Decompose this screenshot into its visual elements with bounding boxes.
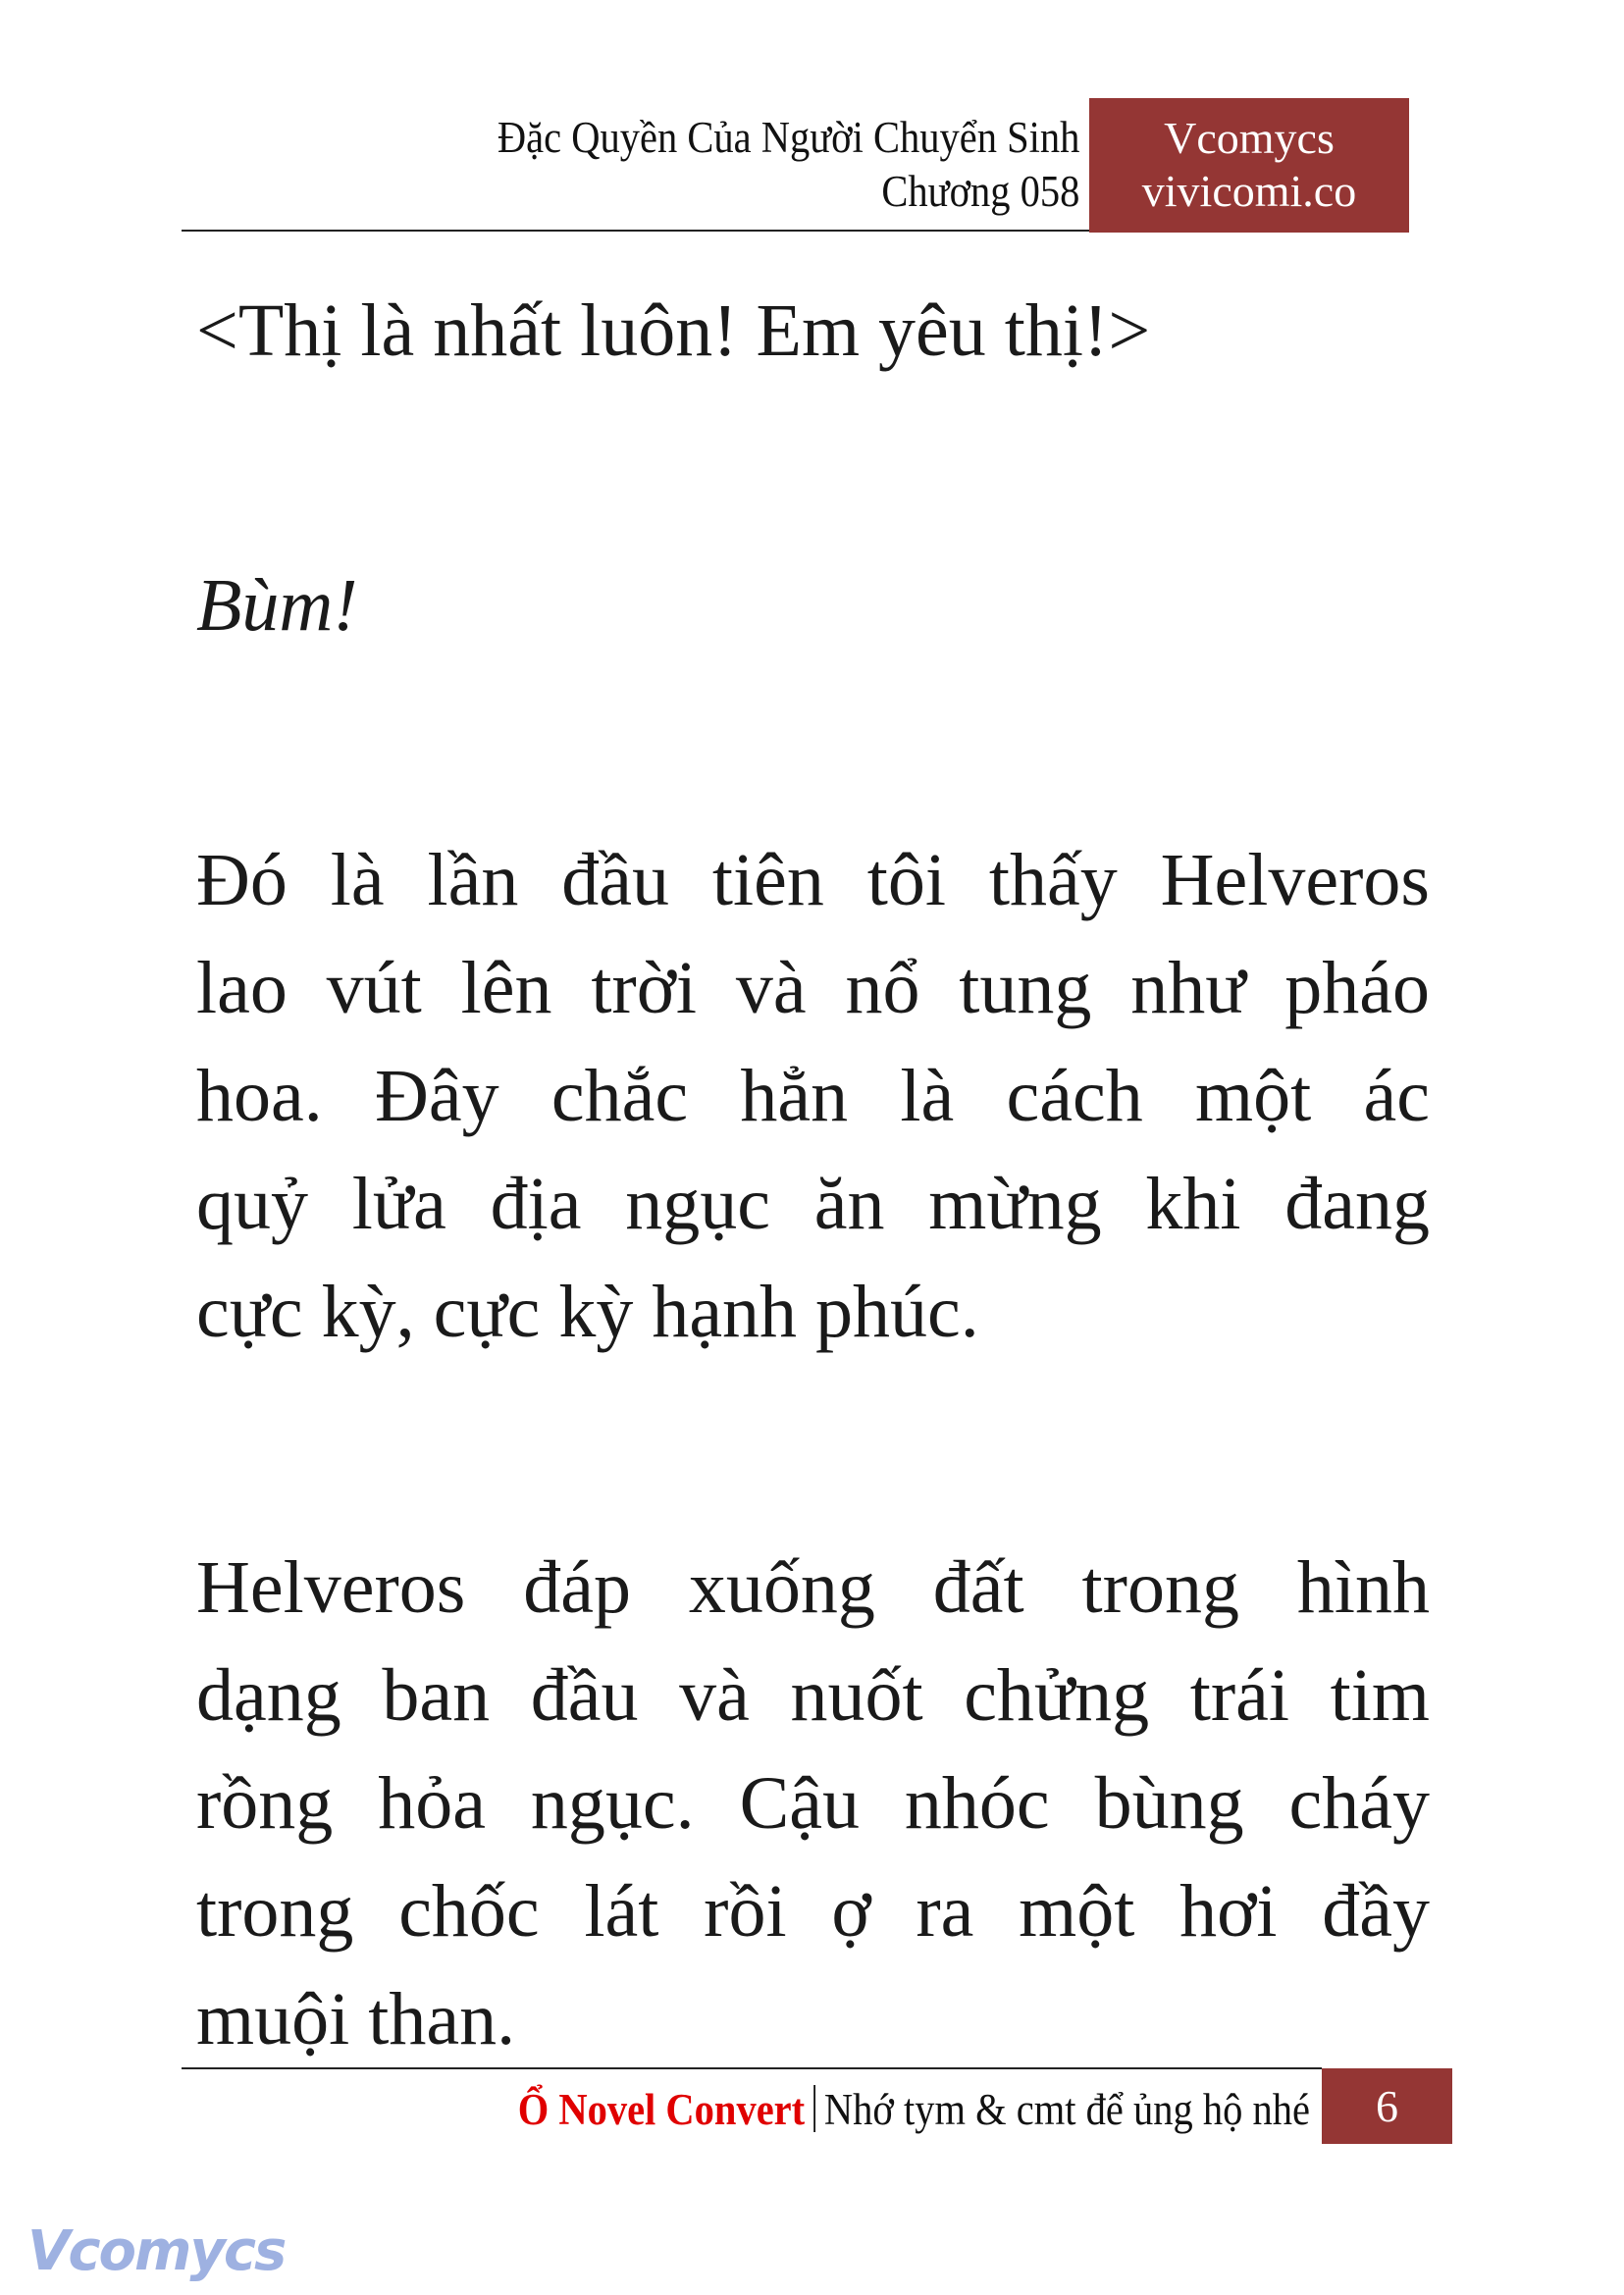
- page-number: 6: [1376, 2081, 1398, 2131]
- paragraph-narration-2: [196, 1534, 1430, 2073]
- text-line: dạng ban đầu và nuốt chửng trái tim: [196, 1654, 1430, 1737]
- footer-separator: [813, 2085, 815, 2132]
- text-line: quỷ lửa địa ngục ăn mừng khi đang: [196, 1163, 1430, 1245]
- header-divider: [182, 230, 1089, 232]
- text-line: cực kỳ, cực kỳ hạnh phúc.: [196, 1271, 979, 1353]
- brand-name: Vcomycs: [1164, 113, 1335, 163]
- text-line: hoa. Đây chắc hẳn là cách một ác: [196, 1055, 1430, 1137]
- text-line: muội than.: [196, 1978, 516, 2060]
- text-line: Đó là lần đầu tiên tôi thấy Helveros: [196, 839, 1430, 921]
- text-line: Bùm!: [196, 564, 358, 647]
- header-titles: [498, 111, 1079, 219]
- footer-credit: [518, 2080, 1310, 2139]
- footer-brand: Ổ Novel Convert: [517, 2085, 806, 2134]
- page-number-badge: [1322, 2068, 1452, 2144]
- text-line: Helveros đáp xuống đất trong hình: [196, 1546, 1430, 1629]
- paragraph-narration-1: [196, 826, 1430, 1366]
- paragraph-dialogue: [196, 277, 1430, 385]
- chapter-label: Chương 058: [880, 167, 1079, 216]
- brand-site: vivicomi.co: [1141, 166, 1357, 216]
- text-line: rồng hỏa ngục. Cậu nhóc bùng cháy: [196, 1762, 1430, 1845]
- book-title: Đặc Quyền Của Người Chuyển Sinh: [497, 113, 1079, 162]
- footer-divider: [182, 2067, 1322, 2069]
- paragraph-sound-effect: [196, 551, 1430, 659]
- text-line: trong chốc lát rồi ợ ra một hơi đầy: [196, 1870, 1430, 1953]
- brand-badge: [1089, 98, 1409, 233]
- footer-message: Nhớ tym & cmt để ủng hộ nhé: [824, 2085, 1310, 2134]
- text-line: lao vút lên trời và nổ tung như pháo: [196, 947, 1430, 1029]
- watermark-logo-icon: Vcomycs: [27, 2219, 286, 2283]
- text-line: <Thị là nhất luôn! Em yêu thị!>: [196, 289, 1151, 372]
